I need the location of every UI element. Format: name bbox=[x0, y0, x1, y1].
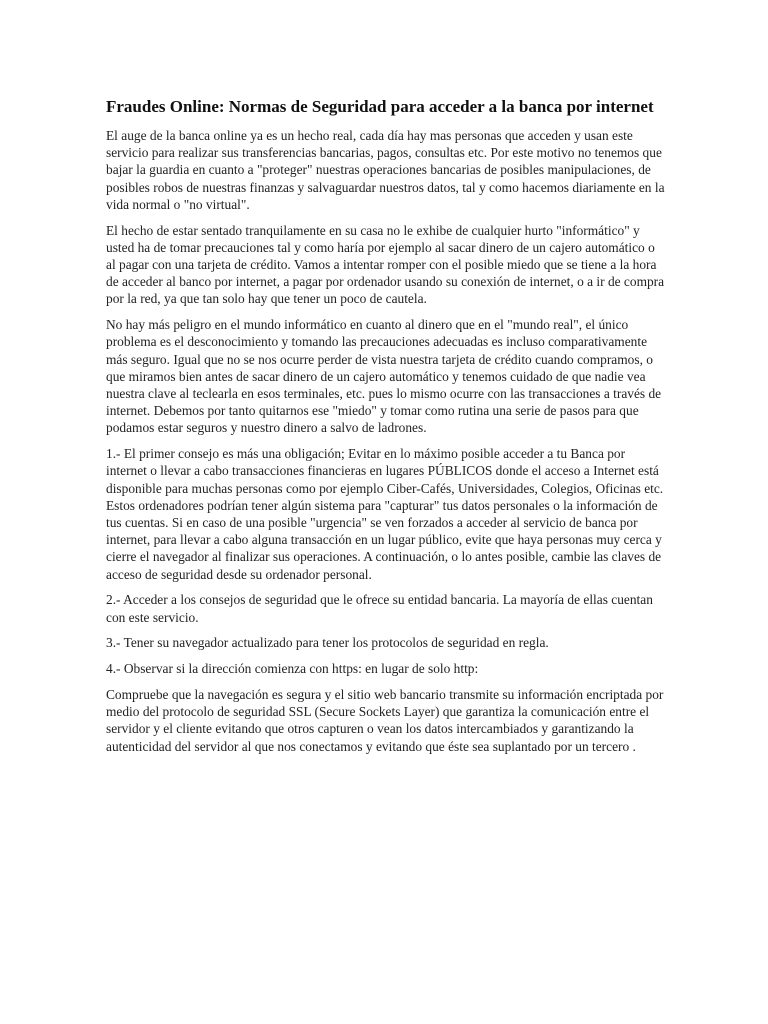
paragraph-no-more-danger: No hay más peligro en el mundo informático en cuanto al dinero que en el "mundo real", el único problema es el desconocimiento y tomando las precauciones adecuadas es incluso comparativamente más seguro. Igual que no se nos ocurre perder de vista nuestra tarjeta de crédito cuando compramos, o que miramos bien antes de sacar dinero de un cajero automático y tenemos cuidado de que nadie vea nuestra clave al teclearla en esos terminales, etc. pues lo mismo ocurre con las transacciones a través de internet. Debemos por tanto quitarnos ese "miedo" y tomar como rutina una serie de pasos para que podamos estar seguros y nuestro dinero a salvo de ladrones. bbox=[106, 317, 662, 436]
paragraph-ssl: Compruebe que la navegación es segura y el sitio web bancario transmite su información encriptada por medio del protocolo de seguridad SSL (Secure Sockets Layer) que garantiza la comunicación entre el servidor y el cliente evitando que otros capturen o vean los datos intercambiados y garantizando la autenticidad del servidor al que nos conectamos y evitando que éste sea suplantado por un tercero . bbox=[106, 687, 664, 754]
paragraph-tip-4: 4.- Observar si la dirección comienza con https: en lugar de solo http: bbox=[106, 661, 479, 677]
paragraph-tip-2: 2.- Acceder a los consejos de seguridad que le ofrece su entidad bancaria. La mayoría de ellas cuentan con este servicio. bbox=[106, 592, 653, 625]
paragraph-precautions: El hecho de estar sentado tranquilamente en su casa no le exhibe de cualquier hurto "informático" y usted ha de tomar precauciones tal y como haría por ejemplo al sacar dinero de un cajero automático o al pagar con una tarjeta de crédito. Vamos a intentar romper con el posible miedo que se tiene a la hora de acceder al banco por internet, a pagar por ordenador usando su conexión de internet, o a ir de compra por la red, ya que tan solo hay que tener un poco de cautela. bbox=[106, 222, 665, 307]
document-title: Fraudes Online: Normas de Seguridad para acceder a la banca por internet bbox=[106, 97, 654, 116]
paragraph-intro: El auge de la banca online ya es un hecho real, cada día hay mas personas que acceden y usan este servicio para realizar sus transferencias bancarias, pagos, consultas etc. Por este motivo no tenemos que bajar la guardia en cuanto a "proteger" nuestras operaciones bancarias de posibles manipulaciones, de posibles robos de nuestras finanzas y salvaguardar nuestros datos, tal y como hacemos diariamente en la vida normal o "no virtual". bbox=[106, 128, 665, 212]
paragraph-tip-3: 3.- Tener su navegador actualizado para tener los protocolos de seguridad en regla. bbox=[106, 635, 549, 651]
paragraph-tip-1: 1.- El primer consejo es más una obligación; Evitar en lo máximo posible acceder a tu Banca por internet o llevar a cabo transacciones financieras en lugares PÚBLICOS donde el acceso a Internet está disponible para muchas personas como por ejemplo Ciber-Cafés, Universidades, Colegios, Oficinas etc. Estos ordenadores podrían tener algún sistema para "capturar" tus datos personales o la información de tus cuentas. Si en caso de una posible "urgencia" se ven forzados a acceder al servicio de banca por internet, para llevar a cabo alguna transacción en un lugar público, evite que haya personas muy cerca y cierre el navegador al finalizar sus operaciones. A continuación, o lo antes posible, cambie las claves de acceso de seguridad desde su ordenador personal. bbox=[106, 446, 664, 582]
document-page bbox=[106, 96, 666, 763]
